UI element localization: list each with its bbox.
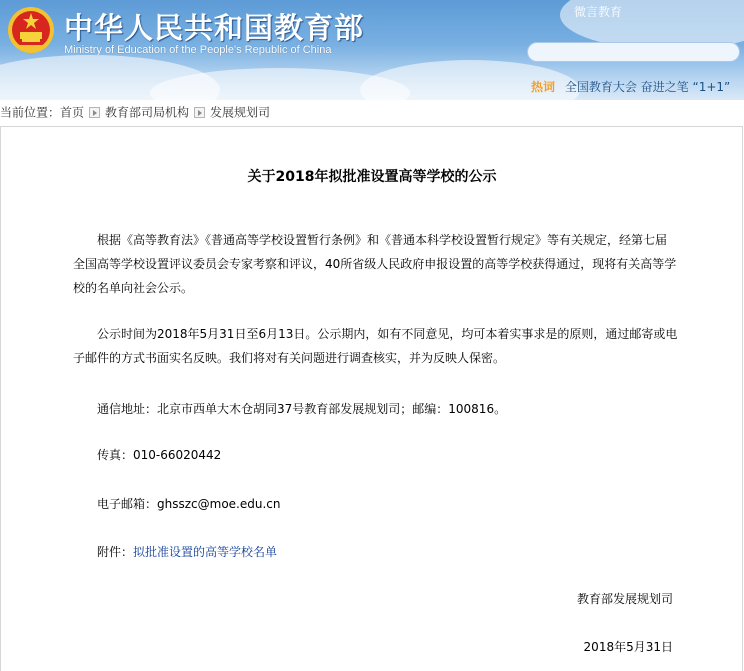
attachment-label: 附件： xyxy=(97,545,134,559)
hot-topics xyxy=(531,78,730,95)
paragraph-regulations-text: 根据《高等教育法》《普通高等学校设置暂行条例》和《普通本科学校设置暂行规定》等有关规定，经第七届全国高等学校设置评议委员会专家考察和评议，40所省级人民政府申报设置的高等学校获得通过，现将有关高等学校的名单向社会公示。 xyxy=(73,233,677,295)
email-address: 电子邮箱：ghsszc@moe.edu.cn xyxy=(97,497,281,511)
breadcrumb-arrow-icon xyxy=(89,107,100,118)
fax-number: 传真：010-66020442 xyxy=(97,448,222,462)
search-input[interactable] xyxy=(527,42,740,62)
site-subtitle: Ministry of Education of the People's Republic of China xyxy=(64,44,332,56)
document-date: 2018年5月31日 xyxy=(583,640,673,654)
national-emblem-icon xyxy=(6,5,56,55)
hot-topic-link[interactable]: 全国教育大会 奋进之笔 “1+1” xyxy=(564,80,731,94)
breadcrumb-departments[interactable]: 教育部司局机构 xyxy=(105,105,190,120)
breadcrumb-home[interactable]: 首页 xyxy=(60,105,85,120)
site-title[interactable]: 中华人民共和国教育部 xyxy=(64,11,365,45)
paragraph-regulations xyxy=(73,228,678,300)
paragraph-period xyxy=(73,322,678,370)
site-header xyxy=(0,0,744,100)
attachment-link[interactable]: 拟批准设置的高等学校名单 xyxy=(133,545,278,559)
mailing-address: 通信地址：北京市西单大木仓胡同37号教育部发展规划司；邮编：100816。 xyxy=(97,402,507,416)
breadcrumb-planning-dept[interactable]: 发展规划司 xyxy=(210,105,271,120)
breadcrumb-arrow-icon xyxy=(194,107,205,118)
breadcrumb-label: 当前位置： xyxy=(0,105,61,120)
weibo-link[interactable]: 微言教育 xyxy=(574,5,623,19)
paragraph-period-text: 公示时间为2018年5月31日至6月13日。公示期内，如有不同意见，均可本着实事求是的原则，通过邮寄或电子邮件的方式书面实名反映。我们将对有关问题进行调查核实，并为反映人保密。 xyxy=(73,327,678,365)
hot-label: 热词 xyxy=(531,80,556,94)
document-title: 关于2018年拟批准设置高等学校的公示 xyxy=(247,169,497,185)
attachment xyxy=(97,543,277,560)
breadcrumb xyxy=(0,101,744,123)
signature: 教育部发展规划司 xyxy=(576,592,673,606)
